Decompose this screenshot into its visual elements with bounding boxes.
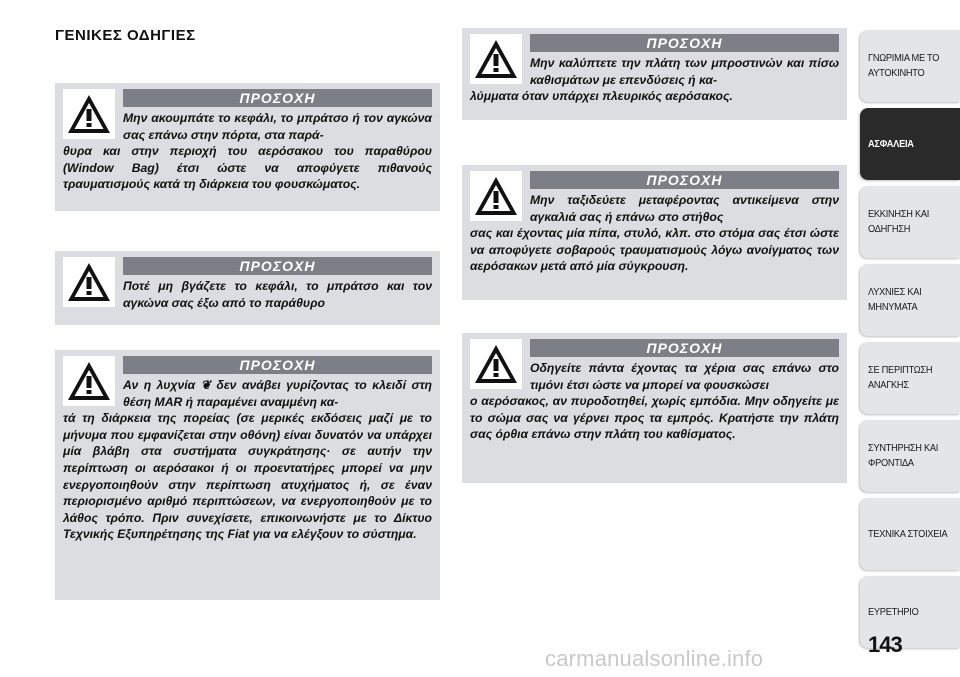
tab-getting-to-know[interactable] — [860, 30, 960, 102]
page-number: 143 — [868, 632, 902, 657]
warning-triangle-icon — [63, 257, 115, 307]
warning-triangle-icon — [470, 171, 522, 221]
watermark: carmanualsonline.info — [545, 646, 764, 671]
warning-label: ΠΡΟΣΟΧΗ — [123, 356, 432, 374]
tab-technical-data[interactable] — [860, 498, 960, 570]
warning-text-lead: Ποτέ μη βγάζετε το κεφάλι, το μπράτσο και τον αγκώνα σας έξω από το παράθυρο — [123, 279, 432, 310]
warning-text-lead: Αν η λυχνία ❦ δεν ανάβει γυρίζοντας το κλειδί στη θέση MAR ή παραμένει αναμμένη κα- — [123, 378, 432, 409]
tab-label: ΑΣΦΑΛΕΙΑ — [868, 137, 914, 150]
warning-box-4 — [462, 28, 847, 120]
warning-text: θυρα και στην περιοχή του αερόσακου του παραθύρου (Window Bag) έτσι ώστε να αποφύγετε πιθανούς τραυματισμούς κατά τη διάρκεια του φουσκώματος. — [63, 144, 432, 192]
warning-text: τά τη διάρκεια της πορείας (σε μερικές εκδόσεις μαζί με το μήνυμα που εμφανίζεται στην οθόνη) είναι δυνατόν να υπάρχει μία βλάβη στα συστήματα συγκράτησης· σε αυτήν την περίπτωση οι αερόσακοι ή οι προεντατήρες μπορεί να μην ενεργοποιηθούν στην περίπτωση ατυχήματος ή, σε έναν περιορισμένο αριθμό περιπτώσεων, να ενεργοποιηθούν με το λάθος τρόπο. Πριν συνεχίσετε, επικοινωνήστε με το Δίκτυο Τεχνικής Εξυπηρέτησης της Fiat για να ελέγξουν το σύστημα. — [63, 411, 432, 542]
warning-label: ΠΡΟΣΟΧΗ — [123, 257, 432, 275]
tab-starting-driving[interactable] — [860, 186, 960, 258]
warning-text-lead: Μην ταξιδεύετε μεταφέροντας αντικείμενα στην αγκαλιά σας ή επάνω στο στήθος — [530, 193, 839, 224]
warning-label: ΠΡΟΣΟΧΗ — [530, 171, 839, 189]
tab-label: ΣΕ ΠΕΡΙΠΤΩΣΗ ΑΝΑΓΚΗΣ — [868, 364, 933, 391]
warning-text-lead: Μην ακουμπάτε το κεφάλι, το μπράτσο ή τον αγκώνα σας επάνω στην πόρτα, στα παρά- — [123, 111, 432, 142]
warning-text: λύμματα όταν υπάρχει πλευρικός αερόσακος. — [470, 89, 733, 104]
warning-label: ΠΡΟΣΟΧΗ — [530, 339, 839, 357]
tab-safety[interactable] — [860, 108, 960, 180]
warning-triangle-icon — [470, 34, 522, 84]
warning-triangle-icon — [63, 356, 115, 406]
tab-warning-lights[interactable] — [860, 264, 960, 336]
warning-label: ΠΡΟΣΟΧΗ — [123, 89, 432, 107]
warning-label: ΠΡΟΣΟΧΗ — [530, 34, 839, 52]
warning-triangle-icon — [63, 89, 115, 139]
warning-box-6 — [462, 333, 847, 483]
tab-label: ΕΚΚΙΝΗΣΗ ΚΑΙ ΟΔΗΓΗΣΗ — [868, 208, 930, 235]
warning-text-lead: Οδηγείτε πάντα έχοντας τα χέρια σας επάνω στο τιμόνι έτσι ώστε να μπορεί να φουσκώσει — [530, 361, 839, 392]
tab-label: ΛΥΧΝΙΕΣ ΚΑΙ ΜΗΝΥΜΑΤΑ — [868, 286, 922, 313]
warning-triangle-icon — [470, 339, 522, 389]
warning-text-lead: Μην καλύπτετε την πλάτη των μπροστινών και πίσω καθισμάτων με επενδύσεις ή κα- — [530, 56, 839, 87]
warning-box-2 — [55, 251, 440, 325]
warning-text: σας και έχοντας μία πίπα, στυλό, κλπ. στο στόμα σας έτσι ώστε να αποφύγετε σοβαρούς τραυματισμούς λόγω ανοίγματος των αερόσακων μετά από μία σύγκρουση. — [470, 226, 839, 274]
page-title: ΓΕΝΙΚΕΣ ΟΔΗΓΙΕΣ — [55, 27, 196, 44]
warning-text: ο αερόσακος, αν πυροδοτηθεί, χωρίς εμπόδια. Μην οδηγείτε με το σώμα σας να γέρνει προς τα εμπρός. Κρατήστε την πλάτη σας όρθια επάνω στην πλάτη του καθίσματος. — [470, 394, 839, 442]
tab-label: ΣΥΝΤΗΡΗΣΗ ΚΑΙ ΦΡΟΝΤΙΔΑ — [868, 442, 939, 469]
tab-label: ΤΕΧΝΙΚΑ ΣΤΟΙΧΕΙΑ — [868, 527, 948, 540]
warning-box-5 — [462, 165, 847, 300]
tab-label: ΓΝΩΡΙΜΙΑ ΜΕ ΤΟ ΑΥΤΟΚΙΝΗΤΟ — [868, 52, 940, 79]
tab-label: ΕΥΡΕΤΗΡΙΟ — [868, 605, 919, 618]
warning-box-1 — [55, 83, 440, 211]
tab-emergency[interactable] — [860, 342, 960, 414]
tab-maintenance[interactable] — [860, 420, 960, 492]
warning-box-3 — [55, 350, 440, 600]
